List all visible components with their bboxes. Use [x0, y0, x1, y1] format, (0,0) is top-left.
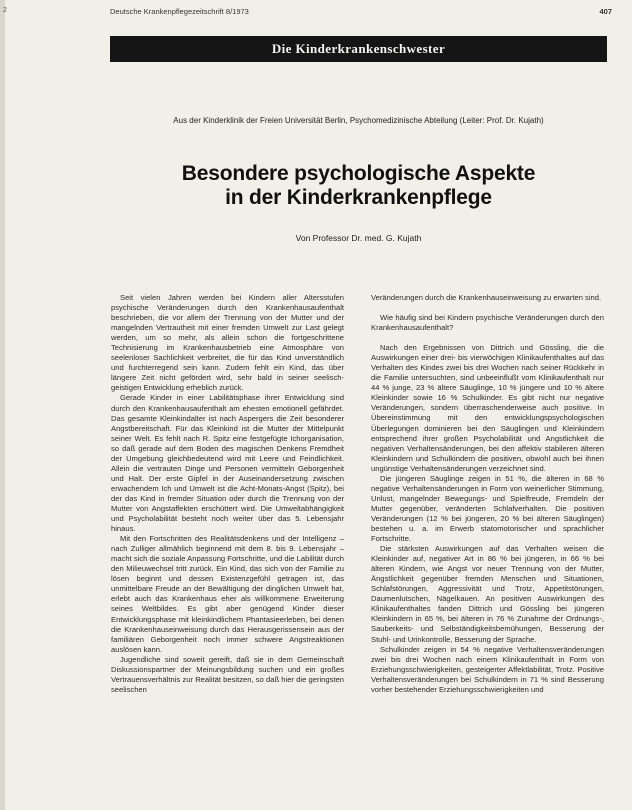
- journal-name: Deutsche Krankenpflegezeitschrift 8/1973: [110, 7, 249, 16]
- title-line-1: Besondere psychologische Aspekte: [181, 162, 536, 185]
- side-mark: 2: [3, 7, 7, 14]
- paragraph: Gerade Kinder in einer Labilitätsphase ihrer Entwicklung sind durch den Krankenhausaufenthalt am ehesten emotionell gefährdet. Das gesamte Kleinkindalter ist nach Aspergers die Zeit besonderer Angstbereitschaft. Für das Kleinkind ist die Mutter der Mittelpunkt seiner Welt. Es fehlt nach R. Spitz eine festgefügte Ichorganisation, so daß gerade auf dem Boden des magischen Denkens Fremdheit der Umgebung gleichbedeutend wird mit Leere und Feindlichkeit. Allein die vertrauten Dinge und Personen vermitteln Geborgenheit und Halt. Der erste Gipfel in der Auseinandersetzung zwischen erwachendem Ich und Umwelt ist die Acht-Monats-Angst (Spitz), bei der das Kind in fremder Situation oder durch die Trennung von der Mutter von Angstaffekten erschüttert wird. Die Umweltabhängigkeit und Psycholabilität besteht noch weiter über das 5. Lebensjahr hinaus.: [111, 393, 344, 534]
- left-column: [111, 293, 344, 695]
- right-column: [371, 293, 604, 695]
- page-number: 407: [599, 7, 612, 16]
- paragraph: Die stärksten Auswirkungen auf das Verhalten weisen die Kleinkinder auf, negativer Art in 86 % bei jüngeren, in 66 % bei älteren Kindern, wie Angst vor neuer Trennung von der Mutter, Ängstlichkeit gegenüber fremden Menschen und Situationen, Schlafstörungen, Aggressivität und Trotz, Appetitstörungen, Daumenlutschen, Nägelkauen. An positiven Auswirkungen des Klinikaufenthaltes fanden Dittrich und Gössling bei jüngeren Kleinkindern in 65 %, bei älteren in 76 % Zunahme der Ordnungs-, Sauberkeits- und Selbständigkeitsbemühungen, Besserung der Stuhl- und Urinkontrolle, Besserung der Sprache.: [371, 544, 604, 644]
- clinic-affiliation: Aus der Kinderklinik der Freien Universität Berlin, Psychomedizinische Abteilung (Leiter: Prof. Dr. Kujath): [173, 116, 544, 125]
- subheading-question: Wie häufig sind bei Kindern psychische Veränderungen durch den Krankenhausaufenthalt?: [371, 313, 604, 333]
- paragraph: Die jüngeren Säuglinge zeigen in 51 %, die älteren in 68 % negative Verhaltensänderungen in Form von weinerlicher Stimmung, Unlust, mangelnder Bewegungs- und Spielfreude, Fremdeln der Mutter gegenüber, veränderten Schlafverhalten. Die positiven Veränderungen (12 % bei jüngeren, 20 % bei älteren Säuglingen) bestehen u. a. im Erwerb statomotorischer und sprachlicher Fortschritte.: [371, 473, 604, 544]
- article-title: [110, 162, 607, 210]
- paragraph: Schulkinder zeigen in 54 % negative Verhaltensveränderungen zwei bis drei Wochen nach einem Klinikaufenthalt in Form von Erziehungsschwierigkeiten, gesteigerter Affektlabilität, Trotz. Positive Verhaltensveränderungen bei Schulkindern in 71 % sind Besserung vorher bestehender Erziehungsschwierigkeiten und: [371, 644, 604, 694]
- title-line-2: in der Kinderkrankenpflege: [225, 186, 492, 209]
- paragraph: Veränderungen durch die Krankenhauseinweisung zu erwarten sind.: [371, 293, 602, 302]
- author-line: Von Professor Dr. med. G. Kujath: [295, 233, 422, 243]
- paragraph: Mit den Fortschritten des Realitätsdenkens und der Intelligenz – nach Zulliger allmählich beginnend mit dem 8. bis 9. Lebensjahr – macht sich die soziale Anpassung Fortschritte, und die Labilität durch den Milieuwechsel tritt zurück. Ein Kind, das sich von der Familie zu lösen beginnt und dessen Existenzgefühl getragen ist, das unmittelbare Freude an der Bewältigung der dinglichen Umwelt hat, erlebt auch das Krankenhaus eher als willkommene Erweiterung seines Weltbildes. Es gibt aber genügend Kinder dieser Entwicklungsphase mit kleinkindlichem Phantasieerleben, bei denen die Krankenhauseinweisung durch das Herausgerissensein aus der familiären Geborgenheit noch immer schwere Angstreaktionen auslösen kann.: [111, 534, 344, 654]
- paragraph: Jugendliche sind soweit gereift, daß sie in dem Gemeinschaft Diskussionspartner der Meinungsbildung suchen und ein großes Vertrauensverhältnis zur Realität besitzen, so daß hier die geringsten seelischen: [111, 654, 344, 694]
- paragraph: Seit vielen Jahren werden bei Kindern aller Altersstufen psychische Veränderungen durch den Krankenhausaufenthalt beschrieben, die vor allem der Trennung von der Mutter und der mangelnden Vertrautheit mit einer fremden Umwelt zur Last gelegt werden, um so mehr, als allein schon die fortgeschrittene Technisierung im Krankenhausbetrieb eine Atmosphäre von seelenloser Sachlichkeit verbreitet, die für das Kind unverständlich und furchterregend sein kann. Zudem fehlt ein Kind, das über längere Zeit nicht gefördert wird, sehr bald in seiner seelisch-geistigen Entwicklung erheblich zurück.: [111, 293, 344, 393]
- paragraph: Nach den Ergebnissen von Dittrich und Gössling, die die Auswirkungen einer drei- bis vierwöchigen Klinikaufenthaltes auf das Verhalten des Kindes zwei bis drei Wochen nach seiner Rückkehr in die Familie untersuchten, sind unbeeinflußt vom Klinikaufenthalt nur 44 % junge, 23 % ältere Säuglinge, 10 % jüngere und 10 % ältere Kleinkinder sowie 16 % Schulkinder. Es gibt nicht nur negative Veränderungen, sondern überraschenderweise auch positive. In Übereinstimmung mit den entwicklungspsychologischen Überlegungen dominieren bei den Säuglingen und Kleinkindern entsprechend ihrer großen Psycholabilität und Angstlichkeit die negativen Verhaltensänderungen, bei den affektiv stabileren älteren Kleinkindern und Schulkindern die positiven, obwohl auch bei ihnen ungünstige Verhaltensänderungen verzeichnet sind.: [371, 343, 604, 473]
- section-banner: Die Kinderkrankenschwester: [110, 36, 607, 62]
- running-header: [110, 7, 612, 19]
- binding-edge: [0, 0, 5, 810]
